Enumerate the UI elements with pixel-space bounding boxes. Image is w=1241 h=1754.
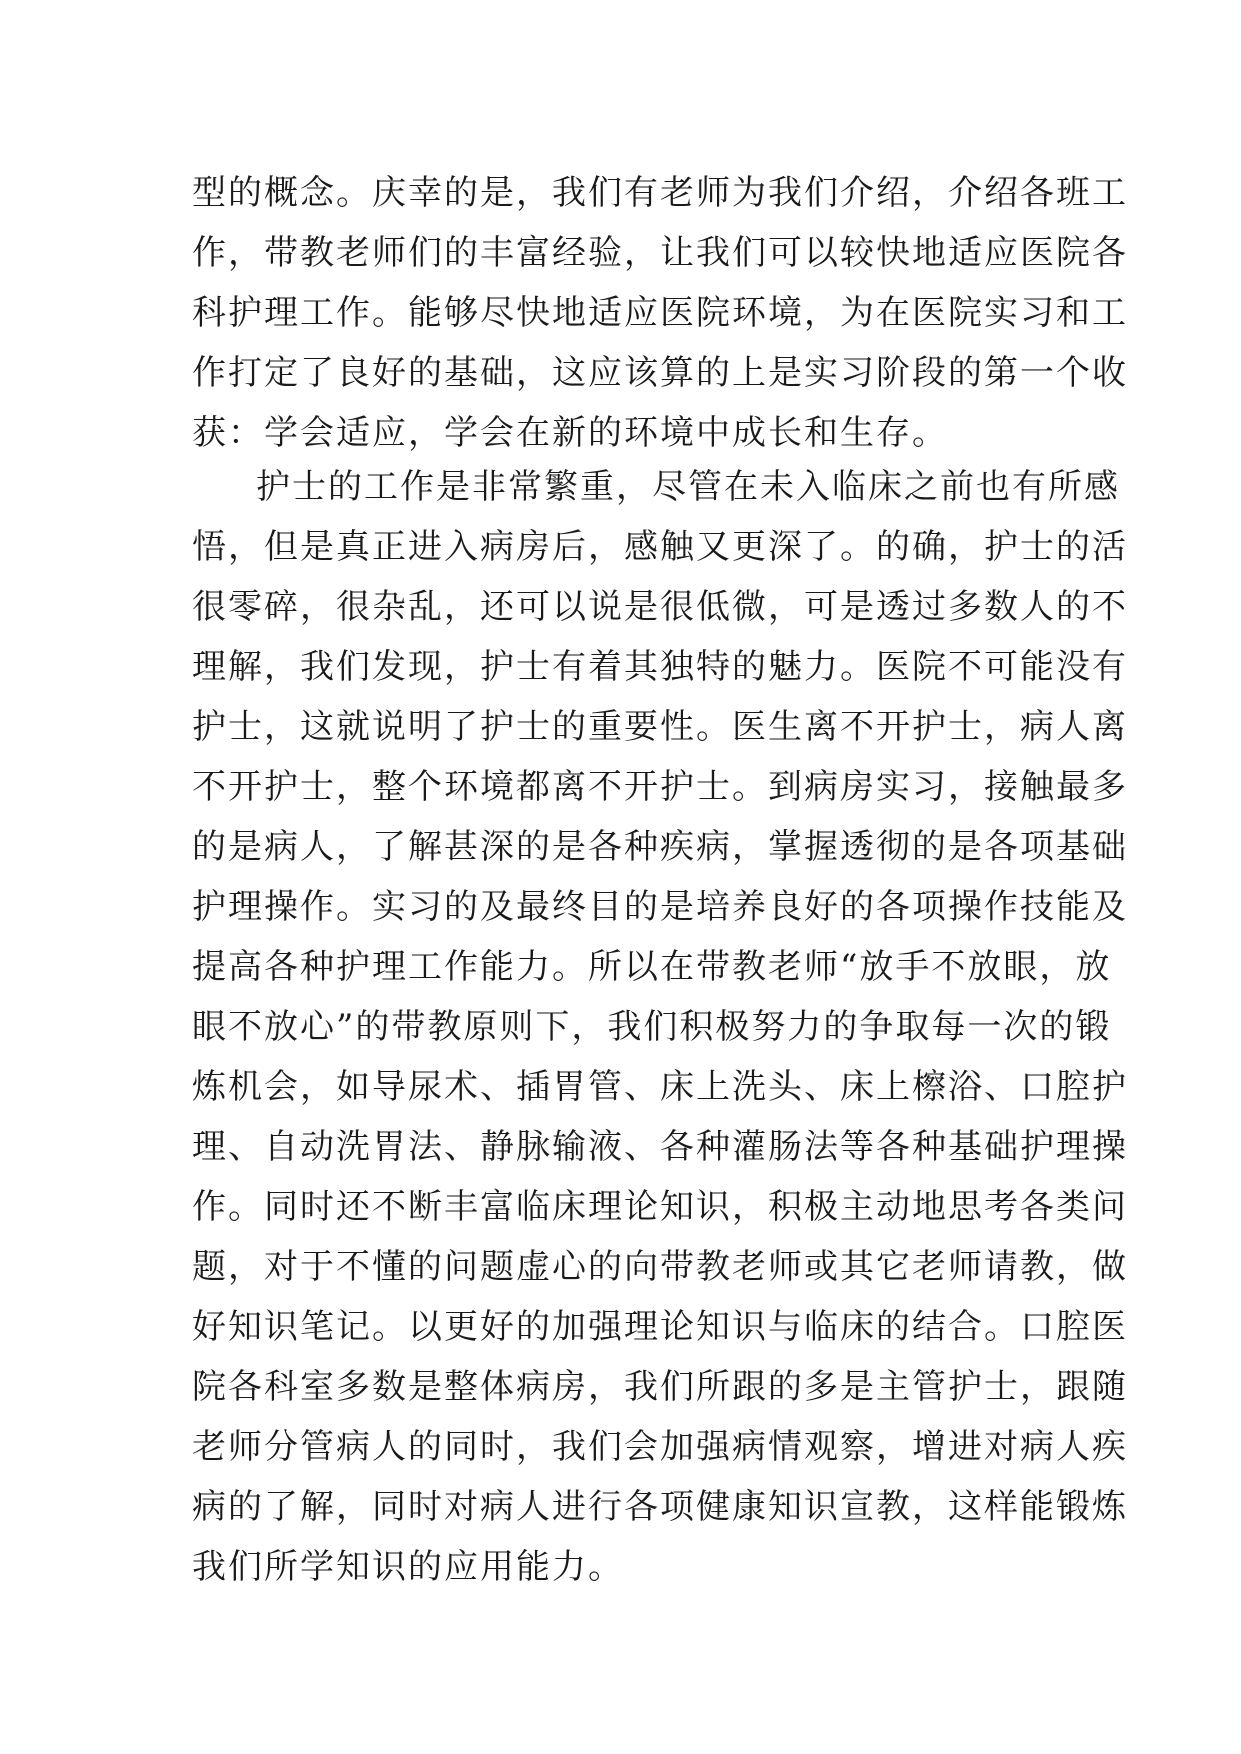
- paragraph-line: 作，带教老师们的丰富经验，让我们可以较快地适应医院各: [192, 233, 1128, 273]
- paragraph-line: 作。同时还不断丰富临床理论知识，积极主动地思考各类问: [192, 1187, 1128, 1227]
- paragraph-line: 护理操作。实习的及最终目的是培养良好的各项操作技能及: [192, 887, 1128, 927]
- paragraph-line: 老师分管病人的同时，我们会加强病情观察，增进对病人疾: [192, 1427, 1128, 1467]
- paragraph-line: 好知识笔记。以更好的加强理论知识与临床的结合。口腔医: [192, 1307, 1128, 1347]
- paragraph-2: [192, 457, 1128, 1597]
- paragraph-line: 护士，这就说明了护士的重要性。医生离不开护士，病人离: [192, 707, 1128, 747]
- paragraph-line: 护士的工作是非常繁重，尽管在未入临床之前也有所感: [256, 467, 1120, 507]
- paragraph-line: 型的概念。庆幸的是，我们有老师为我们介绍，介绍各班工: [192, 173, 1128, 213]
- paragraph-line: 获：学会适应，学会在新的环境中成长和生存。: [192, 413, 948, 453]
- paragraph-line: 作打定了良好的基础，这应该算的上是实习阶段的第一个收: [192, 353, 1128, 393]
- paragraph-line: 我们所学知识的应用能力。: [192, 1547, 624, 1587]
- paragraph-line: 题，对于不懂的问题虚心的向带教老师或其它老师请教，做: [192, 1247, 1128, 1287]
- paragraph-line: 悟，但是真正进入病房后，感触又更深了。的确，护士的活: [192, 527, 1128, 567]
- paragraph-line: 理、自动洗胃法、静脉输液、各种灌肠法等各种基础护理操: [192, 1127, 1128, 1167]
- paragraph-line: 院各科室多数是整体病房，我们所跟的多是主管护士，跟随: [192, 1367, 1128, 1407]
- paragraph-line: 提高各种护理工作能力。所以在带教老师“放手不放眼，放: [192, 947, 1112, 987]
- paragraph-line: 理解，我们发现，护士有着其独特的魅力。医院不可能没有: [192, 647, 1128, 687]
- paragraph-line: 的是病人，了解甚深的是各种疾病，掌握透彻的是各项基础: [192, 827, 1128, 867]
- paragraph-1: [192, 163, 1128, 463]
- paragraph-line: 科护理工作。能够尽快地适应医院环境，为在医院实习和工: [192, 293, 1128, 333]
- paragraph-line: 眼不放心”的带教原则下，我们积极努力的争取每一次的锻: [192, 1007, 1112, 1047]
- paragraph-line: 很零碎，很杂乱，还可以说是很低微，可是透过多数人的不: [192, 587, 1128, 627]
- paragraph-line: 不开护士，整个环境都离不开护士。到病房实习，接触最多: [192, 767, 1128, 807]
- paragraph-line: 炼机会，如导尿术、插胃管、床上洗头、床上檫浴、口腔护: [192, 1067, 1128, 1107]
- paragraph-line: 病的了解，同时对病人进行各项健康知识宣教，这样能锻炼: [192, 1487, 1128, 1527]
